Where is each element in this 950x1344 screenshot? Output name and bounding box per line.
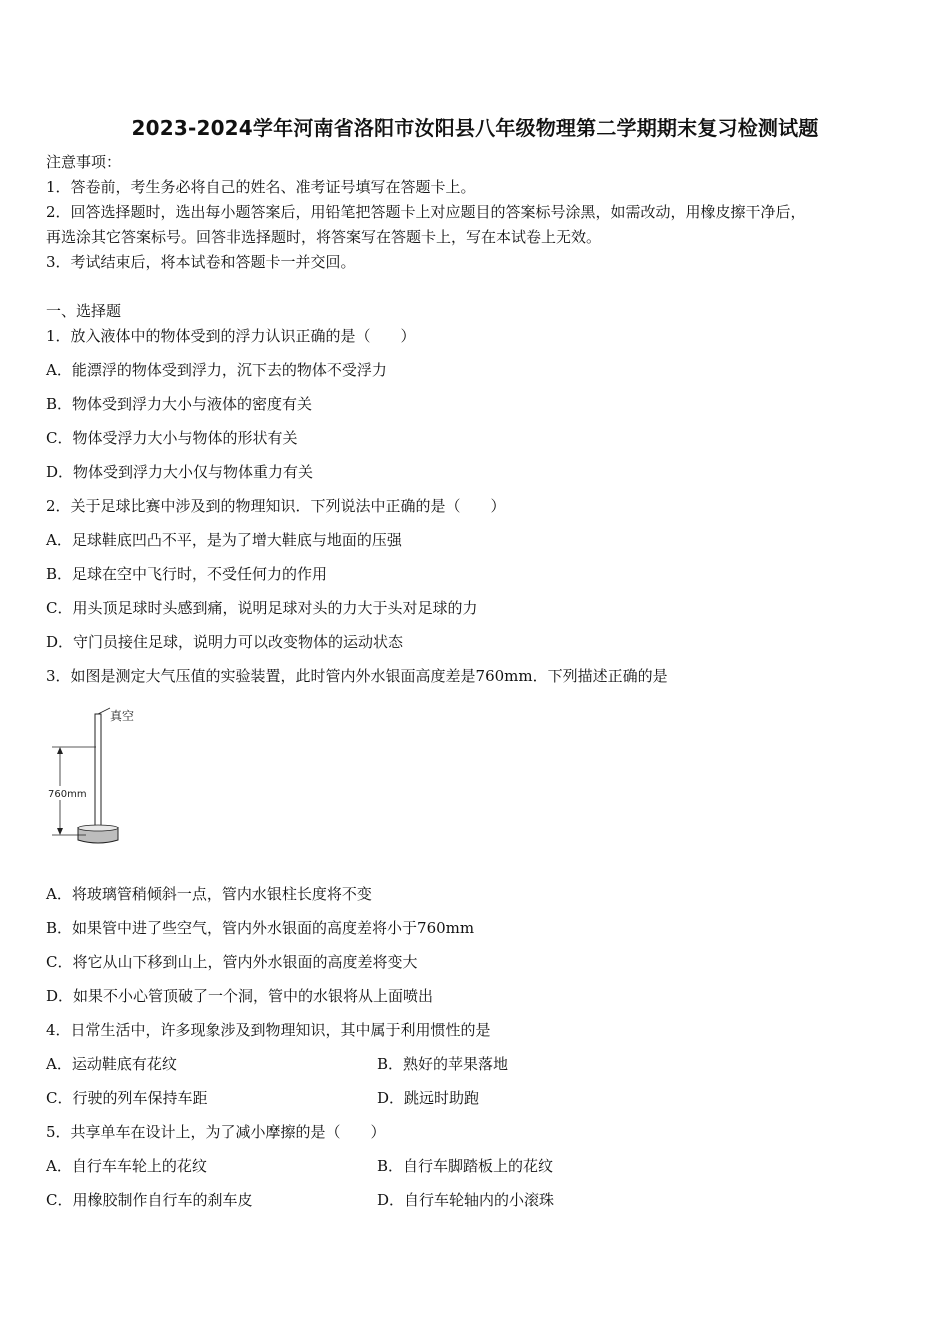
vacuum-leader-line [98,708,110,714]
question-option: C．行驶的列车保持车距 [46,1089,208,1107]
notice-item: 1．答卷前，考生务必将自己的姓名、准考证号填写在答题卡上。 [46,178,476,196]
arrow-down [57,828,63,835]
question-option: D．跳远时助跑 [377,1089,480,1107]
question-stem: 4．日常生活中，许多现象涉及到物理知识，其中属于利用惯性的是 [46,1021,491,1039]
notice-item: 3．考试结束后，将本试卷和答题卡一并交回。 [46,253,356,271]
question-stem: 3．如图是测定大气压值的实验装置，此时管内外水银面高度差是760mm．下列描述正确的是 [46,667,668,685]
exam-title: 2023-2024学年河南省洛阳市汝阳县八年级物理第二学期期末复习检测试题 [131,116,819,140]
question-option: A．足球鞋底凹凸不平，是为了增大鞋底与地面的压强 [46,531,402,549]
question-option: A．将玻璃管稍倾斜一点，管内水银柱长度将不变 [46,885,372,903]
notice-item: 再选涂其它答案标号。回答非选择题时，将答案写在答题卡上，写在本试卷上无效。 [46,228,602,246]
question-option: B．如果管中进了些空气，管内外水银面的高度差将小于760mm [46,919,475,937]
height-label: 760mm [48,789,87,800]
question-option: A．自行车车轮上的花纹 [46,1157,207,1175]
mercury-surface [78,825,118,831]
question-option: B．自行车脚踏板上的花纹 [377,1157,554,1175]
question-option: D．自行车轮轴内的小滚珠 [377,1191,555,1209]
question-option: C．用橡胶制作自行车的刹车皮 [46,1191,253,1209]
question-option: B．熟好的苹果落地 [377,1055,509,1073]
question-option: C．用头顶足球时头感到痛，说明足球对头的力大于头对足球的力 [46,599,478,617]
vacuum-label: 真空 [110,709,135,723]
question-option: A．能漂浮的物体受到浮力，沉下去的物体不受浮力 [46,361,387,379]
question-option: C．物体受浮力大小与物体的形状有关 [46,429,298,447]
question-option: B．物体受到浮力大小与液体的密度有关 [46,395,313,413]
question-option: C．将它从山下移到山上，管内外水银面的高度差将变大 [46,953,418,971]
question-option: D．如果不小心管顶破了一个洞，管中的水银将从上面喷出 [46,987,434,1005]
barometer-figure [46,706,156,856]
question-option: A．运动鞋底有花纹 [46,1055,177,1073]
notice-heading: 注意事项： [46,153,122,171]
glass-tube [95,714,101,834]
question-option: B．足球在空中飞行时，不受任何力的作用 [46,565,328,583]
question-option: D．物体受到浮力大小仅与物体重力有关 [46,463,314,481]
arrow-up [57,747,63,754]
question-stem: 5．共享单车在设计上，为了减小摩擦的是（ ） [46,1123,386,1141]
question-stem: 2．关于足球比赛中涉及到的物理知识．下列说法中正确的是（ ） [46,497,506,515]
question-stem: 1．放入液体中的物体受到的浮力认识正确的是（ ） [46,327,416,345]
notice-item: 2．回答选择题时，选出每小题答案后，用铅笔把答题卡上对应题目的答案标号涂黑，如需改动，用橡皮擦干净后， [46,203,806,221]
question-option: D．守门员接住足球，说明力可以改变物体的运动状态 [46,633,404,651]
section-heading: 一、选择题 [46,302,122,320]
